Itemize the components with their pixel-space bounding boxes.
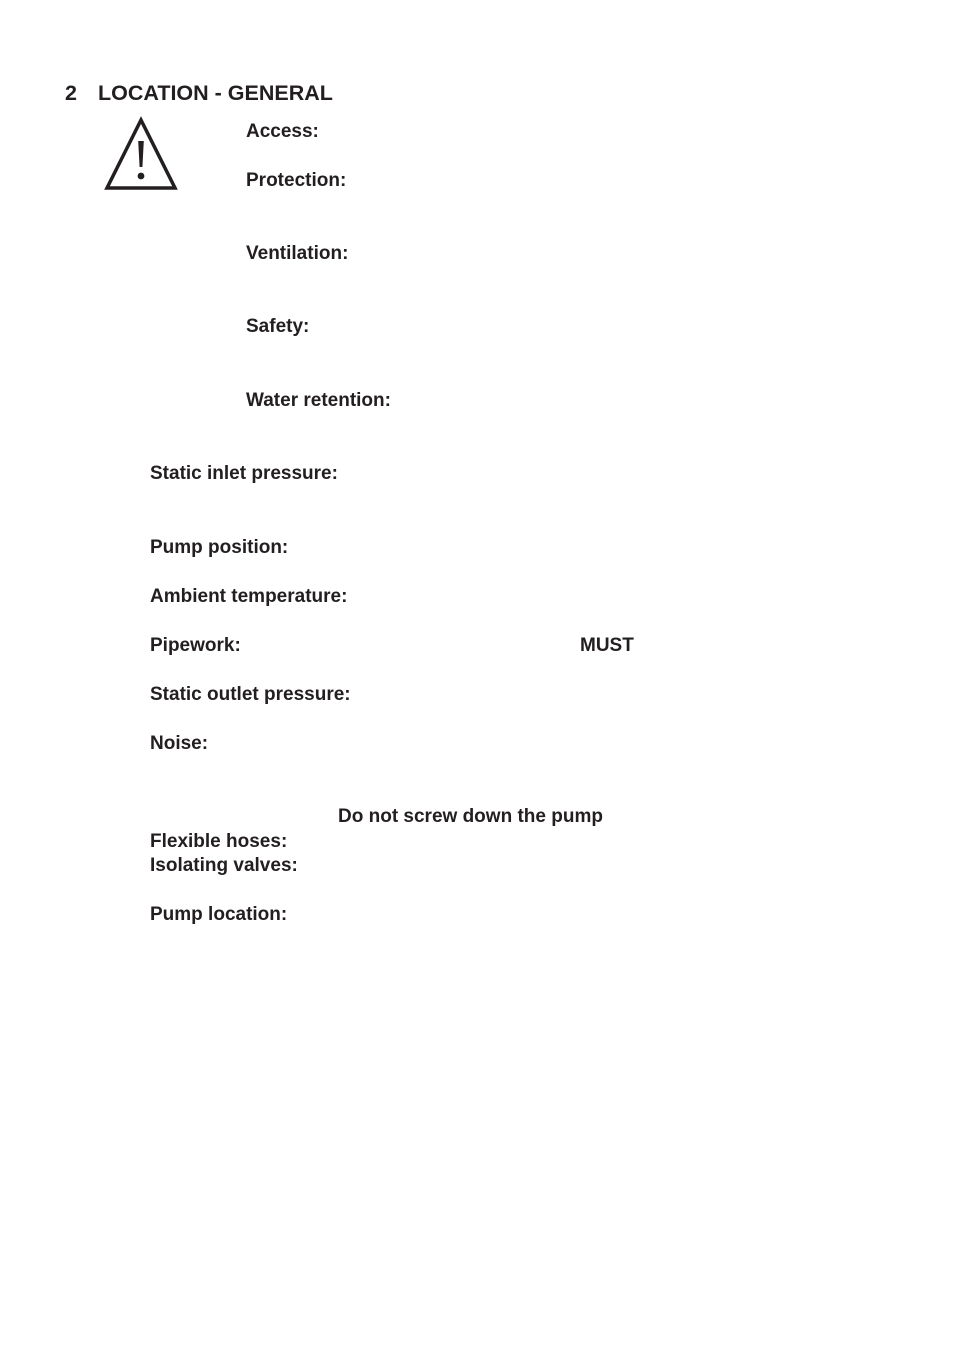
do-not-screw-warning: Do not screw down the pump [338, 806, 603, 827]
pump-location-label: Pump location: [150, 904, 288, 925]
static-outlet-pressure-label: Static outlet pressure: [150, 684, 351, 705]
warning-triangle-icon [102, 115, 180, 193]
pipework-label: Pipework: [150, 635, 241, 656]
static-inlet-pressure-label: Static inlet pressure: [150, 463, 338, 484]
noise-label: Noise: [150, 733, 209, 754]
section-number: 2 [65, 81, 77, 105]
pump-position-label: Pump position: [150, 537, 289, 558]
isolating-valves-label: Isolating valves: [150, 855, 298, 876]
flexible-hoses-label: Flexible hoses: [150, 831, 288, 852]
water-retention-label: Water retention: [246, 390, 391, 411]
protection-label: Protection: [246, 170, 347, 191]
section-title: LOCATION - GENERAL [98, 81, 333, 105]
must-emphasis: MUST [580, 635, 634, 656]
ambient-temperature-label: Ambient temperature: [150, 586, 348, 607]
access-label: Access: [246, 121, 319, 142]
ventilation-label: Ventilation: [246, 243, 349, 264]
safety-label: Safety: [246, 316, 310, 337]
